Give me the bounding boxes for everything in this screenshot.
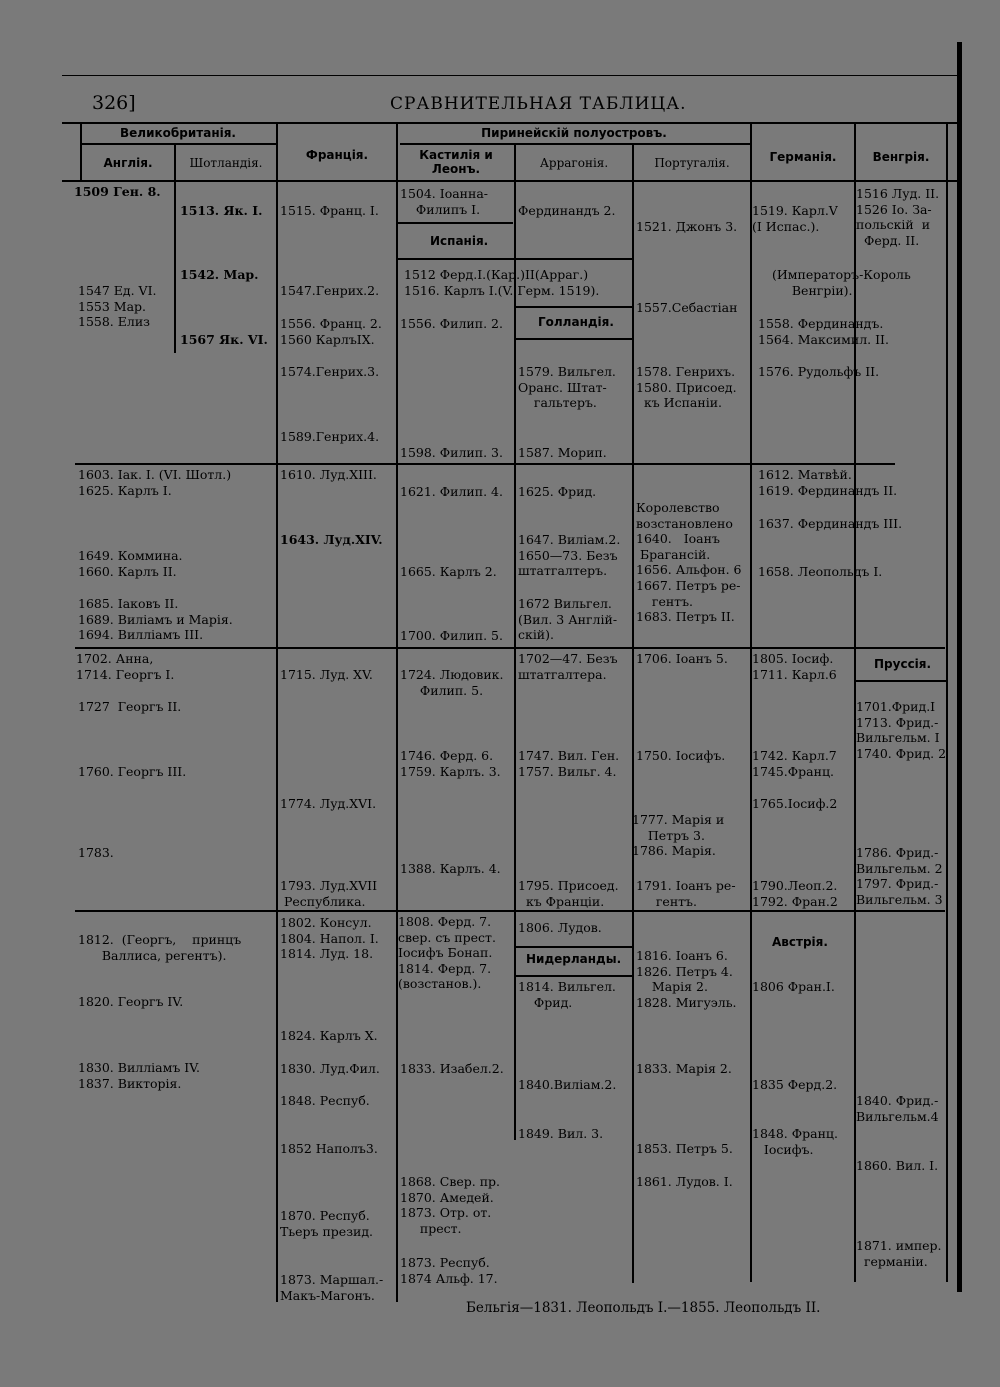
header-hungary: Венгрія. [872,150,930,164]
top-rule [62,75,957,76]
france-cell: 1873. Маршал.- Макъ-Магонъ. [280,1272,384,1303]
england-cell: 1727 Георгъ II. [78,699,182,714]
portugal-cell: 1861. Лудов. I. [636,1174,733,1189]
germany-cell: 1848. Франц. Іосифъ. [752,1126,838,1157]
col-rule-aragon-lower [514,910,516,1140]
england-cell: 1820. Георгъ IV. [78,994,184,1009]
aragon-cell: 1806. Лудов. [518,920,602,935]
subheader-spain: Испанія. [430,234,489,248]
col-rule-scotland [174,143,176,353]
castile-cell: 1746. Ферд. 6. 1759. Карлъ. 3. [400,748,501,779]
col-rule-portugal [632,143,634,1283]
germany-cell: 1806 Фран.I. [752,979,835,994]
france-cell: 1793. Луд.XVII Республика. [280,878,378,909]
france-cell: 1643. Луд.XIV. [280,532,383,547]
germany-cell: 1805. Іосиф. 1711. Карл.6 [752,651,837,682]
col-right-edge [946,122,948,1282]
header-scotland: Шотландія. [189,156,263,170]
prussia-rule [856,680,946,682]
france-cell: 1515. Франц. I. [280,203,379,218]
hungary-cell: 1871. импер. германіи. [856,1238,942,1269]
france-cell: 1547.Генрих.2. [280,283,380,298]
castile-cell: 1724. Людовик. Филип. 5. [400,667,504,698]
germany-cell: 1519. Карл.V (I Испас.). [752,203,838,234]
subheader-prussia: Пруссія. [874,657,932,671]
portugal-cell: 1853. Петръ 5. [636,1141,733,1156]
england-cell: 1760. Георгъ III. [78,764,187,779]
castile-cell: 1833. Изабел.2. [400,1061,504,1076]
header-great-britain: Великобританія. [120,126,236,140]
portugal-cell: 1833. Марія 2. [636,1061,732,1076]
france-cell: 1802. Консул. 1804. Напол. I. 1814. Луд. 18. [280,915,379,962]
header-portugal: Португалія. [654,156,730,170]
england-cell: 1702. Анна, 1714. Георгъ I. [76,651,175,682]
castile-cell: 1504. Іоанна- Филипъ I. [400,186,489,217]
castile-cell: 1598. Филип. 3. [400,445,503,460]
france-cell: 1556. Франц. 2. 1560 КарлъIX. [280,316,382,347]
subheader-holland: Голландія. [538,315,614,329]
germany-cell: 1576. Рудольфъ II. [758,364,880,379]
england-cell: 1783. [78,845,114,860]
castile-cell: 1665. Карлъ 2. [400,564,497,579]
germany-cell: 1765.Іосиф.2 [752,796,838,811]
hungary-cell: 1786. Фрид.- Вильгельм. 2 1797. Фрид.- Вильгельм. 3 [856,845,943,907]
scotland-cell: 1513. Як. I. [180,203,263,218]
castile-cell: 1868. Свер. пр. 1870. Амедей. 1873. Отр. от. прест. [400,1174,501,1236]
aragon-cell: 1625. Фрид. [518,484,597,499]
portugal-cell: Королевство возстановлено 1640. Іоанъ Брагансiй. 1656. Альфон. 6 1667. Петръ ре- гентъ. 1683. Петръ II. [636,500,742,625]
hungary-cell: 1840. Фрид.- Вильгельм.4 [856,1093,939,1124]
aragon-cell: 1672 Вильгел. (Вил. 3 Англій- скій). [518,596,618,643]
france-cell: 1852 Наполъ3. [280,1141,378,1156]
portugal-cell: 1777. Марія и Петръ 3. 1786. Марія. [632,812,725,859]
spain-rule-top [398,222,513,224]
france-cell: 1589.Генрих.4. [280,429,380,444]
germany-cell: 1742. Карл.7 1745.Франц. [752,748,837,779]
header-bottom-rule [62,180,957,182]
castile-cell: 1873. Респуб. 1874 Альф. 17. [400,1255,498,1286]
france-cell: 1610. Луд.XIII. [280,467,377,482]
aragon-cell: 1795. Присоед. къ Франціи. [518,878,619,909]
france-cell: 1830. Луд.Фил. [280,1061,380,1076]
france-cell: 1715. Луд. XV. [280,667,373,682]
germany-cell: (Императоръ-Король Венгріи). [772,267,911,298]
aragon-cell: 1849. Вил. 3. [518,1126,604,1141]
netherlands-rule-top [516,946,632,948]
portugal-cell: 1557.Себастіан [636,300,738,315]
col-rule-castile [396,122,398,1302]
header-germany: Германія. [769,150,837,164]
subheader-austria: Австрія. [772,935,828,949]
castile-cell: 1388. Карлъ. 4. [400,861,501,876]
hungary-cell: 1701.Фрид.I 1713. Фрид.- Вильгельм. I 1740. Фрид. 2 [856,699,947,761]
row-divider-1600 [75,463,895,465]
scotland-cell: 1567 Як. VI. [180,332,268,347]
germany-cell: 1658. Леопольдъ I. [758,564,883,579]
header-england: Англія. [103,156,153,170]
header-castile: Кастилія и Леонъ. [419,148,493,176]
hungary-cell: 1516 Луд. II. 1526 Іо. За- польскій и Ферд. II. [856,186,940,248]
castile-cell: 1621. Филип. 4. [400,484,503,499]
castile-cell: 1556. Филип. 2. [400,316,503,331]
aragon-cell: 1647. Вилiам.2. 1650—73. Безъ штатгалтеръ. [518,532,621,579]
col-rule-aragon [514,143,516,913]
england-cell: 1547 Ед. VI. 1553 Мар. 1558. Елиз [78,283,157,330]
portugal-cell: 1706. Іоанъ 5. [636,651,728,666]
france-cell: 1774. Луд.XVI. [280,796,377,811]
england-cell: 1509 Ген. 8. [74,184,161,199]
germany-cell: 1835 Ферд.2. [752,1077,838,1092]
header-top-rule [62,122,957,124]
netherlands-rule-bottom [516,975,632,977]
hungary-cell: 1860. Вил. I. [856,1158,939,1173]
portugal-cell: 1816. Іоанъ 6. 1826. Петръ 4. Марія 2. 1828. Мигуэль. [636,948,737,1010]
england-cell: 1685. Іаковъ II. 1689. Вилiамъ и Марія. 1694. Вилліамъ III. [78,596,233,643]
germany-cell: 1558. Фердинандъ. 1564. Максимил. II. [758,316,889,347]
aragon-cell: 1579. Вильгел. Оранс. Штат- гальтеръ. [518,364,616,411]
england-cell: 1649. Коммина. 1660. Карлъ II. [78,548,183,579]
france-cell: 1574.Генрих.3. [280,364,380,379]
aragon-cell: 1840.Вилiам.2. [518,1077,617,1092]
germany-cell: 1637. Фердинандъ III. [758,516,903,531]
aragon-cell: 1587. Морип. [518,445,607,460]
portugal-cell: 1578. Генрихъ. 1580. Присоед. къ Испаніи. [636,364,737,411]
row-divider-1800 [75,910,945,912]
castile-cell: 1808. Ферд. 7. свер. съ прест. Іосифъ Бонап. 1814. Ферд. 7. (возстанов.). [398,914,496,992]
aragon-cell: 1747. Вил. Ген. 1757. Вильг. 4. [518,748,620,779]
france-cell: 1870. Респуб. Тьеръ презид. [280,1208,374,1239]
header-aragon: Аррагонія. [539,156,609,170]
col-rule-france [276,122,278,1302]
france-cell: 1824. Карлъ X. [280,1028,378,1043]
header-iberia: Пиринейскій полуостровъ. [481,126,667,140]
iberia-sub-rule [400,143,750,145]
scotland-cell: 1542. Мар. [180,267,259,282]
gb-sub-rule [80,143,276,145]
subheader-netherlands: Нидерланды. [526,952,622,966]
england-cell: 1830. Вилліамъ IV. 1837. Викторія. [78,1060,201,1091]
row-divider-1700 [75,647,945,649]
castile-cell: 1512 Ферд.I.(Кар.)II(Аррaг.) 1516. Карлъ I.(V. Герм. 1519). [404,267,600,298]
footer-note: Бельгія—1831. Леопольдъ I.—1855. Леопольдъ II. [466,1300,821,1316]
aragon-cell: Фердинандъ 2. [518,203,616,218]
holland-rule-top [516,306,632,308]
portugal-cell: 1750. Іосифъ. [636,748,726,763]
holland-rule-bottom [516,338,632,340]
header-france: Франція. [305,148,369,162]
portugal-cell: 1791. Іоанъ ре- гентъ. [636,878,736,909]
aragon-cell: 1702—47. Безъ штатгалтера. [518,651,618,682]
england-cell: 1812. (Георгъ, принцъ Валлиса, регентъ). [78,932,242,963]
germany-cell: 1790.Леоп.2. 1792. Фран.2 [752,878,838,909]
aragon-cell: 1814. Вильгел. Фрид. [518,979,616,1010]
germany-cell: 1612. Матвѣй. 1619. Фердинандъ II. [758,467,898,498]
page-edge-rule [957,42,962,1292]
france-cell: 1848. Респуб. [280,1093,370,1108]
portugal-cell: 1521. Джонъ 3. [636,219,738,234]
page-number: 326] [92,92,136,114]
page-title: СРАВНИТЕЛЬНАЯ ТАБЛИЦА. [390,94,687,114]
col-rule-germany [750,122,752,1282]
england-cell: 1603. Іак. I. (VI. Шотл.) 1625. Карлъ I. [78,467,232,498]
castile-cell: 1700. Филип. 5. [400,628,503,643]
